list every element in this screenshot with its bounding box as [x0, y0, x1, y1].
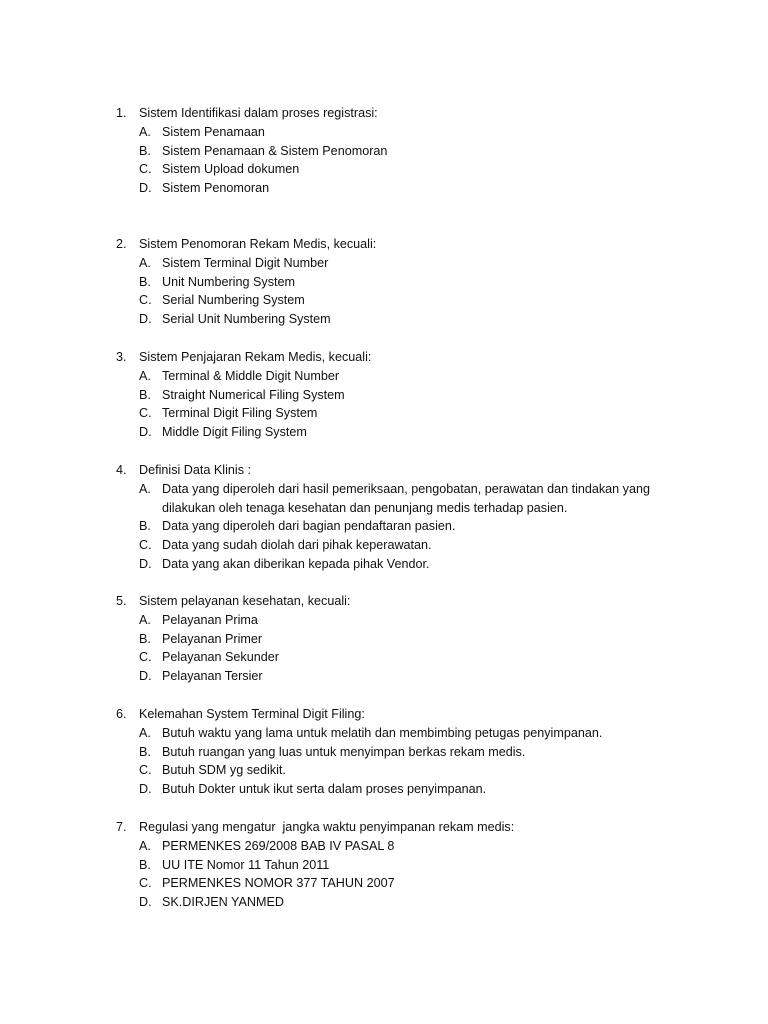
option-letter: C.: [139, 293, 152, 308]
option-text: Middle Digit Filing System: [162, 425, 307, 440]
option-b: [0, 386, 768, 405]
option-b: [0, 630, 768, 649]
option-text: Sistem Penamaan: [162, 124, 265, 139]
option-letter: D.: [139, 312, 152, 327]
option-text: Pelayanan Prima: [162, 612, 258, 627]
option-letter: C.: [139, 763, 152, 778]
option-letter: A.: [139, 838, 151, 853]
question-stem: [0, 461, 768, 480]
option-d: [0, 893, 768, 912]
question-stem: [0, 235, 768, 254]
question-6: [0, 705, 768, 799]
option-letter: D.: [139, 556, 152, 571]
option-text: Butuh Dokter untuk ikut serta dalam proses penyimpanan.: [162, 782, 487, 797]
option-text: PERMENKES 269/2008 BAB IV PASAL 8: [162, 838, 395, 853]
question-stem: [0, 705, 768, 724]
question-number: 2.: [116, 237, 127, 251]
option-text: Straight Numerical Filing System: [162, 387, 345, 402]
option-a: [0, 724, 768, 743]
question-3: [0, 348, 768, 442]
question-stem: [0, 348, 768, 367]
option-text: SK.DIRJEN YANMED: [162, 895, 284, 910]
option-letter: B.: [139, 519, 151, 534]
option-letter: B.: [139, 744, 151, 759]
option-letter: B.: [139, 857, 151, 872]
question-number: 3.: [116, 350, 127, 364]
option-c: [0, 536, 768, 555]
option-a: [0, 837, 768, 856]
option-letter: B.: [139, 274, 151, 289]
question-stem: [0, 818, 768, 837]
option-letter: D.: [139, 669, 152, 684]
option-text: Pelayanan Tersier: [162, 669, 263, 684]
option-letter: A.: [139, 368, 151, 383]
question-7: [0, 818, 768, 912]
option-c: [0, 648, 768, 667]
option-text: Sistem Penomoran: [162, 181, 270, 196]
option-text: Sistem Terminal Digit Number: [162, 255, 329, 270]
option-c: [0, 160, 768, 179]
option-a: [0, 480, 768, 518]
option-text: Unit Numbering System: [162, 274, 295, 289]
question-text: Regulasi yang mengatur jangka waktu penyimpanan rekam medis:: [139, 820, 515, 834]
option-text: Butuh ruangan yang luas untuk menyimpan berkas rekam medis.: [162, 744, 526, 759]
option-text: Butuh waktu yang lama untuk melatih dan membimbing petugas penyimpanan.: [162, 725, 603, 740]
option-text: UU ITE Nomor 11 Tahun 2011: [162, 857, 330, 872]
option-a: [0, 367, 768, 386]
option-text: Terminal Digit Filing System: [162, 406, 318, 421]
option-letter: A.: [139, 124, 151, 139]
question-2: [0, 235, 768, 329]
option-letter: C.: [139, 876, 152, 891]
option-text: Data yang sudah diolah dari pihak keperawatan.: [162, 538, 432, 553]
question-text: Sistem Penomoran Rekam Medis, kecuali:: [139, 237, 377, 251]
option-text: Serial Numbering System: [162, 293, 305, 308]
option-a: [0, 611, 768, 630]
option-letter: C.: [139, 162, 152, 177]
option-a: [0, 123, 768, 142]
option-letter: D.: [139, 181, 152, 196]
option-letter: A.: [139, 612, 151, 627]
option-b: [0, 142, 768, 161]
option-letter: D.: [139, 425, 152, 440]
option-c: [0, 291, 768, 310]
option-d: [0, 667, 768, 686]
question-text: Kelemahan System Terminal Digit Filing:: [139, 707, 365, 721]
option-a: [0, 254, 768, 273]
option-letter: D.: [139, 895, 152, 910]
option-letter: A.: [139, 481, 151, 496]
option-b: [0, 743, 768, 762]
option-b: [0, 517, 768, 536]
question-text: Sistem pelayanan kesehatan, kecuali:: [139, 594, 351, 608]
option-letter: B.: [139, 143, 151, 158]
question-1: [0, 104, 768, 198]
question-5: [0, 592, 768, 686]
option-d: [0, 780, 768, 799]
option-text: Data yang diperoleh dari hasil pemeriksaan, pengobatan, perawatan dan tindakan yang dilakukan oleh tenaga kesehatan dan penunjang medis terhadap pasien.: [162, 481, 650, 515]
question-text: Definisi Data Klinis :: [139, 463, 251, 477]
option-b: [0, 856, 768, 875]
question-number: 4.: [116, 463, 127, 477]
option-letter: A.: [139, 725, 151, 740]
question-text: Sistem Identifikasi dalam proses registrasi:: [139, 106, 378, 120]
question-text: Sistem Penjajaran Rekam Medis, kecuali:: [139, 350, 372, 364]
option-d: [0, 423, 768, 442]
option-letter: C.: [139, 406, 152, 421]
option-text: Data yang akan diberikan kepada pihak Vendor.: [162, 556, 430, 571]
option-text: Sistem Upload dokumen: [162, 162, 300, 177]
option-text: PERMENKES NOMOR 377 TAHUN 2007: [162, 876, 395, 891]
option-letter: B.: [139, 631, 151, 646]
option-b: [0, 273, 768, 292]
option-text: Sistem Penamaan & Sistem Penomoran: [162, 143, 388, 158]
option-text: Terminal & Middle Digit Number: [162, 368, 340, 383]
option-text: Pelayanan Primer: [162, 631, 263, 646]
option-text: Data yang diperoleh dari bagian pendaftaran pasien.: [162, 519, 456, 534]
question-number: 5.: [116, 594, 127, 608]
question-number: 7.: [116, 820, 127, 834]
option-d: [0, 179, 768, 198]
option-c: [0, 761, 768, 780]
option-text: Serial Unit Numbering System: [162, 312, 331, 327]
option-d: [0, 310, 768, 329]
option-letter: C.: [139, 538, 152, 553]
option-letter: C.: [139, 650, 152, 665]
question-stem: [0, 104, 768, 123]
option-d: [0, 555, 768, 574]
question-number: 1.: [116, 106, 127, 120]
option-c: [0, 874, 768, 893]
question-stem: [0, 592, 768, 611]
question-4: [0, 461, 768, 574]
option-text: Pelayanan Sekunder: [162, 650, 279, 665]
option-c: [0, 404, 768, 423]
option-letter: B.: [139, 387, 151, 402]
question-number: 6.: [116, 707, 127, 721]
option-letter: A.: [139, 255, 151, 270]
option-letter: D.: [139, 782, 152, 797]
option-text: Butuh SDM yg sedikit.: [162, 763, 286, 778]
